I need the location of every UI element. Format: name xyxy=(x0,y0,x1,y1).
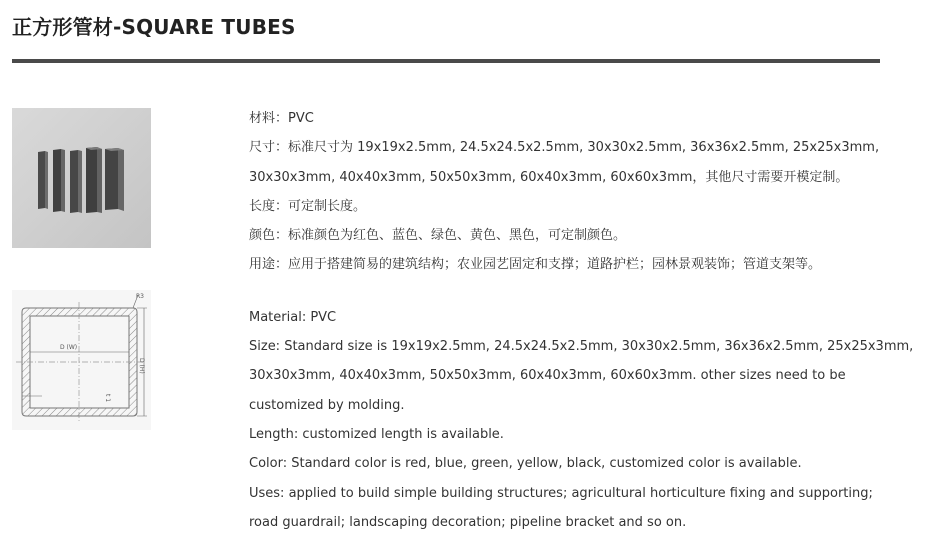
cross-section-diagram xyxy=(12,290,151,430)
cross-section-drawing xyxy=(12,290,151,430)
radius-label: R3 xyxy=(136,293,144,300)
en-uses-line-2: road guardrail; landscaping decoration; pipeline bracket and so on. xyxy=(249,514,687,530)
height-label: D (H) xyxy=(138,358,145,374)
page-title: 正方形管材-SQUARE TUBES xyxy=(12,15,296,39)
zh-length: 长度：可定制长度。 xyxy=(249,198,367,214)
zh-uses: 用途：应用于搭建简易的建筑结构；农业园艺固定和支撑；道路护栏；园林景观装饰；管道支架等。 xyxy=(249,257,822,273)
en-uses-line-1: Uses: applied to build simple building structures; agricultural horticulture fixing and supporting; xyxy=(249,485,873,501)
zh-color: 颜色：标准颜色为红色、蓝色、绿色、黄色、黑色，可定制颜色。 xyxy=(249,228,627,244)
title-divider xyxy=(12,59,880,63)
section-spacer xyxy=(249,280,929,303)
en-size-line-1: Size: Standard size is 19x19x2.5mm, 24.5x24.5x2.5mm, 30x30x2.5mm, 36x36x2.5mm, 25x25x3mm, xyxy=(249,339,914,355)
zh-size-line-1: 尺寸：标准尺寸为 19x19x2.5mm, 24.5x24.5x2.5mm, 30x30x2.5mm, 36x36x2.5mm, 25x25x3mm, xyxy=(249,140,880,156)
en-color: Color: Standard color is red, blue, green, yellow, black, customized color is available. xyxy=(249,456,802,472)
en-material: Material: PVC xyxy=(249,309,337,325)
zh-size-line-2: 30x30x3mm, 40x40x3mm, 50x50x3mm, 60x40x3mm, 60x60x3mm，其他尺寸需要开模定制。 xyxy=(249,169,849,185)
en-size-line-3: customized by molding. xyxy=(249,397,405,413)
width-label: D (W) xyxy=(60,344,78,351)
en-size-line-2: 30x30x3mm, 40x40x3mm, 50x50x3mm, 60x40x3mm, 60x60x3mm. other sizes need to be xyxy=(249,368,846,384)
square-tubes-illustration xyxy=(12,108,151,248)
product-photo xyxy=(12,108,151,248)
zh-material: 材料：PVC xyxy=(249,111,314,126)
thickness-label: t 1 xyxy=(104,394,111,403)
en-length: Length: customized length is available. xyxy=(249,426,504,442)
product-specifications xyxy=(249,104,929,537)
